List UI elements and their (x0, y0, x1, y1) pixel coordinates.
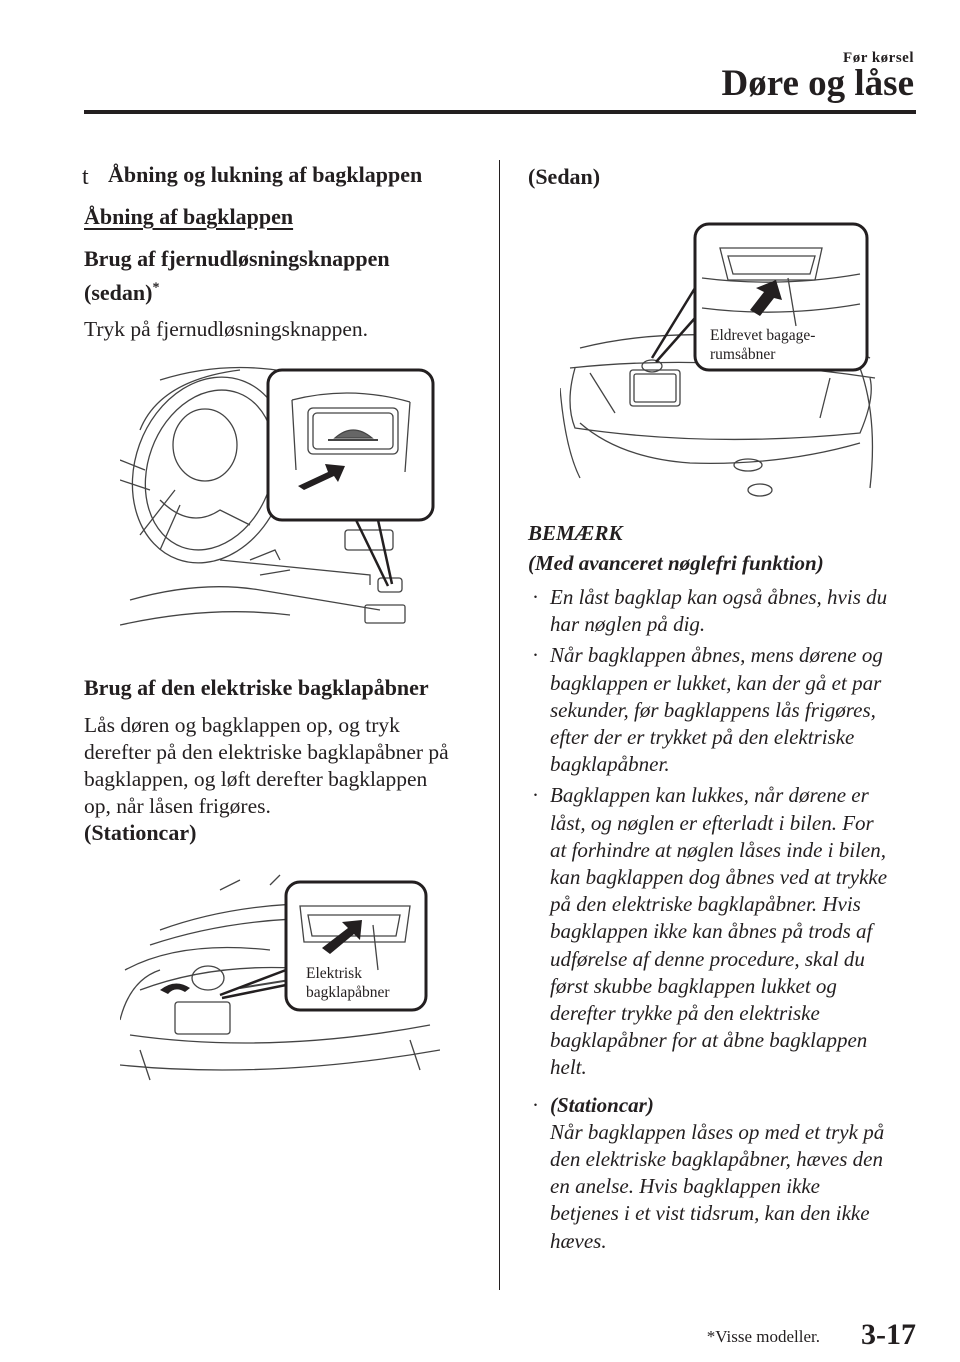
note-line: en anelse. Hvis bagklappen ikke (550, 1174, 820, 1199)
subsection-title: Åbning af bagklappen (84, 204, 294, 229)
sedan-callout-line1: Eldrevet bagage- (710, 327, 816, 344)
note-title: BEMÆRK (528, 521, 623, 545)
note-line: udførelse af denne procedure, skal du (550, 946, 865, 971)
bullet-dot: · (532, 783, 539, 808)
para1-text: Tryk på fjernudløsningsknappen. (84, 317, 369, 341)
section-title: Åbning og lukning af bagklappen (108, 162, 423, 187)
para1-title-line2 (84, 280, 159, 306)
note-line: at forhindre at nøglen låses inde i bilen, (550, 837, 886, 862)
chapter-label: Før kørsel (843, 50, 914, 66)
note-bullet (528, 642, 918, 778)
wagon-label: (Stationcar) (84, 820, 197, 845)
note-line: Bagklappen kan lukkes, når dørene er (550, 783, 869, 808)
page-title: Døre og låse (721, 63, 914, 104)
para2-line: Lås døren og bagklappen op, og tryk (84, 713, 400, 737)
note-line: på den elektriske bagklapåbner. Hvis (550, 892, 861, 917)
para2-title: Brug af den elektriske bagklapåbner (84, 675, 429, 700)
para2-line: derefter på den elektriske bagklapåbner på (84, 740, 449, 764)
page-number: 3-17 (861, 1318, 916, 1351)
note-line: bagklapåbner for at åbne bagklappen (550, 1028, 868, 1053)
para2-text (84, 712, 484, 820)
note-line: Når bagklappen åbnes, mens dørene og (550, 643, 883, 668)
note-bullet-tag: (Stationcar) (550, 1092, 654, 1117)
wagon-callout-line1: Elektrisk (306, 965, 362, 982)
note-line: først skubbe bagklappen lukket og (550, 973, 837, 998)
sedan-label: (Sedan) (528, 164, 601, 189)
note-line: Når bagklappen låses op med et tryk på (550, 1119, 885, 1144)
model-asterisk: * (152, 280, 160, 296)
column-divider (499, 160, 500, 1290)
note-subtitle: (Med avanceret nøglefri funktion) (528, 551, 824, 575)
header-rule (84, 110, 916, 114)
figure-sedan-trunk (560, 218, 880, 500)
note-line: bagklappen er lukket, kan der gå et par (550, 670, 882, 695)
bullet-dot: · (532, 585, 539, 609)
figure-remote-release (120, 360, 440, 645)
note-block-heading (528, 518, 824, 578)
note-bullet (528, 1092, 918, 1255)
note-line: kan bagklappen dog åbnes ved at trykke (550, 865, 888, 890)
bullet-dot: · (532, 1092, 539, 1117)
footnote: *Visse modeller. (706, 1327, 820, 1346)
note-line: helt. (550, 1055, 587, 1080)
note-line: bagklapåbner. (550, 752, 670, 777)
para1-title-line1: Brug af fjernudløsningsknappen (84, 246, 390, 271)
note-line: den elektriske bagklapåbner, hæves den (550, 1147, 883, 1172)
note-line: låst, og nøglen er efterladt i bilen. For (550, 810, 874, 835)
note-line: betjenes i et vist tidsrum, kan den ikke (550, 1201, 870, 1226)
figure-wagon-tailgate (120, 870, 440, 1085)
note-line: En låst bagklap kan også åbnes, hvis du (550, 585, 888, 609)
note-line: sekunder, før bagklappens lås frigøres, (550, 697, 876, 722)
note-line: efter der er trykket på den elektriske (550, 725, 855, 750)
wagon-callout-line2: bagklapåbner (306, 984, 390, 1001)
para1-title-text: (sedan) (84, 280, 153, 305)
bullet-dot: · (532, 643, 539, 668)
note-line: hæves. (550, 1228, 607, 1253)
sedan-callout-line2: rumsåbner (710, 346, 776, 363)
note-line: derefter trykke på den elektriske (550, 1001, 820, 1026)
note-line: har nøglen på dig. (550, 612, 706, 637)
para2-line: op, når låsen frigøres. (84, 794, 271, 818)
para2-line: bagklappen, og løft derefter bagklappen (84, 767, 428, 791)
note-list (528, 584, 918, 1259)
section-marker: t (82, 164, 89, 190)
note-bullet (528, 782, 918, 1081)
note-line: bagklappen ikke kan åbnes på trods af (550, 919, 873, 944)
note-bullet (528, 584, 918, 638)
